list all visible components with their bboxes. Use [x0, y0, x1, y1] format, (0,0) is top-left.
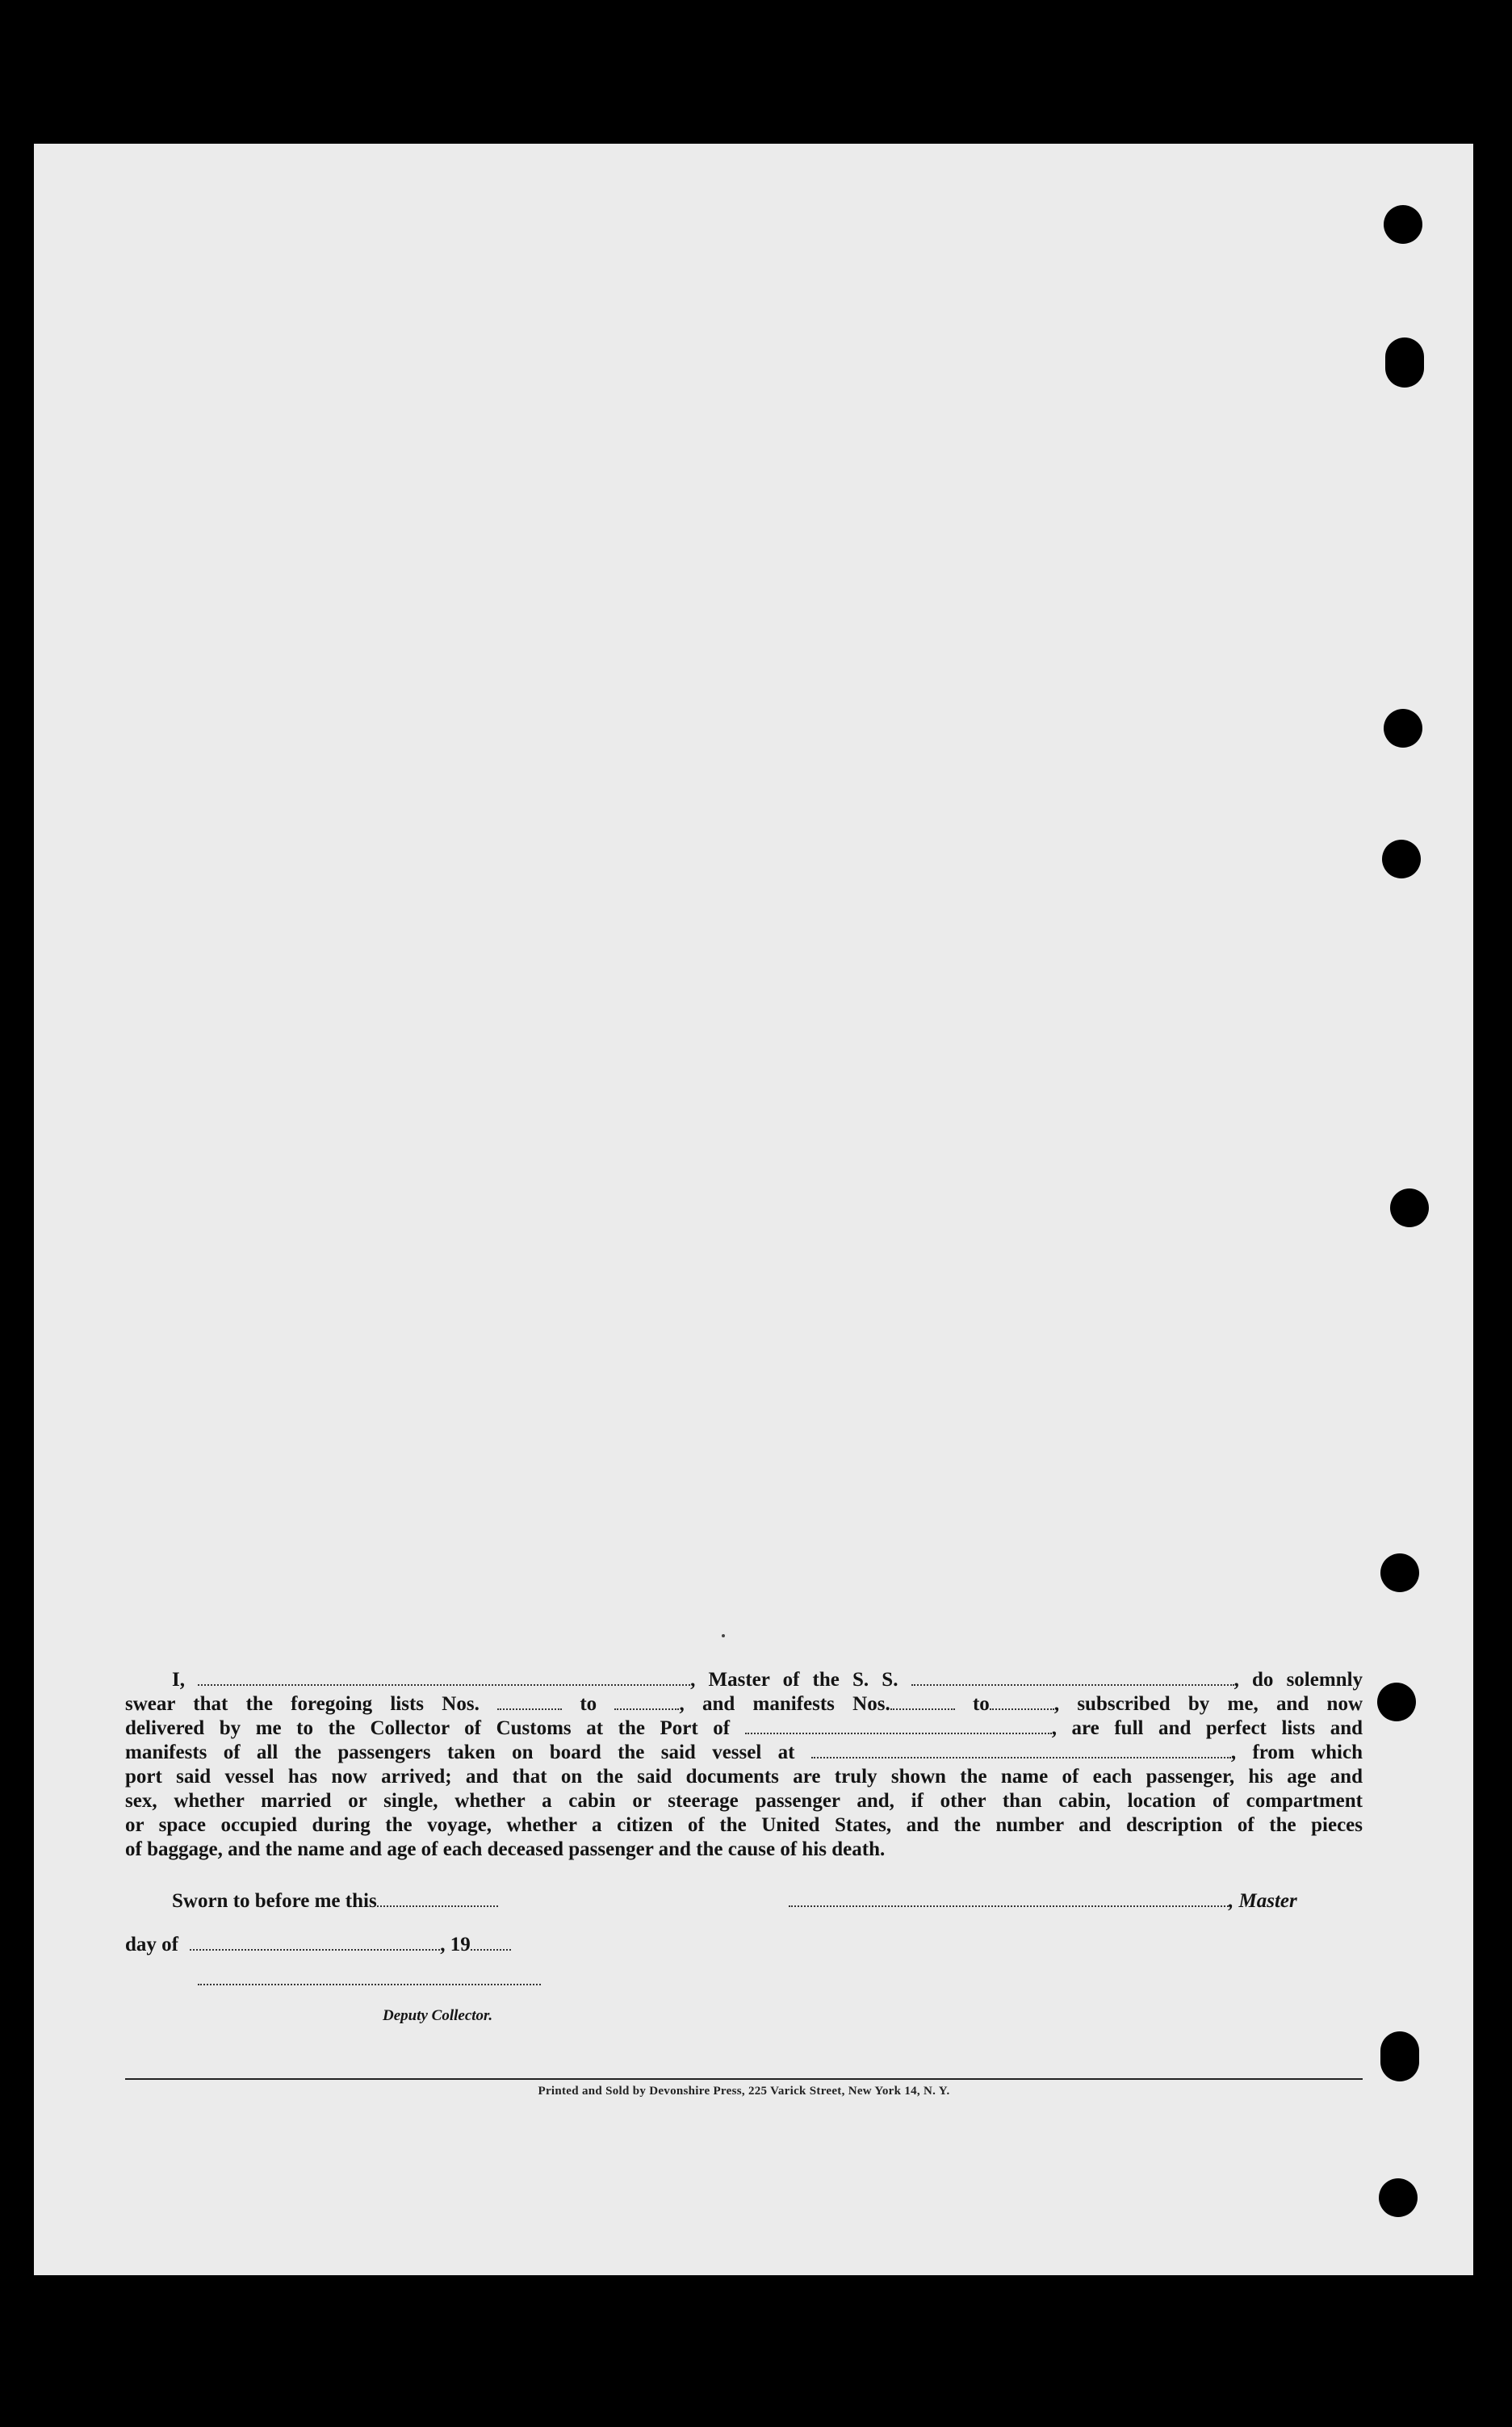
oath-line-7: or space occupied during the voyage, whether a citizen of the United States, and the number and description of the pieces — [125, 1814, 1363, 1836]
deputy-collector-line — [198, 1968, 541, 1991]
deputy-collector-label: Deputy Collector. — [383, 2007, 493, 2024]
punch-hole-9 — [1379, 2178, 1418, 2217]
punch-hole-6 — [1380, 1553, 1419, 1592]
sworn-date-field[interactable] — [377, 1891, 498, 1907]
oath-do-solemnly: , do solemnly — [1233, 1669, 1363, 1691]
port-field[interactable] — [745, 1718, 1052, 1734]
day-of-field[interactable] — [190, 1934, 440, 1951]
master-label: , Master — [1229, 1890, 1297, 1912]
printer-imprint: Printed and Sold by Devonshire Press, 225 Varick Street, New York 14, N. Y. — [538, 2085, 950, 2098]
day-of-line — [125, 1934, 511, 1956]
oath-line-5: port said vessel has now arrived; and that on the said documents are truly shown the name of each passenger, his age and — [125, 1766, 1363, 1788]
oath-subscribed: , subscribed by me, and now — [1053, 1693, 1363, 1715]
year-field[interactable] — [471, 1934, 511, 1951]
ship-name-field[interactable] — [911, 1670, 1234, 1686]
punch-hole-4 — [1382, 840, 1421, 878]
oath-to-1: to — [580, 1693, 597, 1715]
paper-speck — [722, 1634, 725, 1637]
sworn-label: Sworn to before me this — [172, 1890, 377, 1912]
day-of-label: day of — [125, 1934, 178, 1955]
footer-rule — [125, 2078, 1363, 2080]
oath-from-which: , from which — [1230, 1742, 1363, 1763]
sworn-line — [172, 1890, 498, 1913]
oath-paragraph — [125, 1668, 1363, 1862]
oath-i: I, — [172, 1669, 185, 1691]
oath-manifests-all: manifests of all the passengers taken on board the said vessel at — [125, 1742, 795, 1763]
list-to-field[interactable] — [614, 1694, 679, 1710]
oath-line-6: sex, whether married or single, whether a cabin or steerage passenger and, if other than cabin, location of compartment — [125, 1790, 1363, 1812]
year-prefix: , 19 — [440, 1934, 471, 1955]
master-signature-field[interactable] — [789, 1891, 1229, 1907]
manifest-to-field[interactable] — [990, 1694, 1054, 1710]
oath-swear: swear that the foregoing lists Nos. — [125, 1693, 480, 1715]
oath-line-1 — [125, 1668, 1363, 1692]
oath-and-manifests: , and manifests Nos. — [679, 1693, 890, 1715]
list-from-field[interactable] — [497, 1694, 562, 1710]
oath-line-8: of baggage, and the name and age of each deceased passenger and the cause of his death. — [125, 1838, 886, 1860]
punch-hole-2 — [1385, 337, 1424, 388]
oath-line-4 — [125, 1741, 1363, 1765]
oath-full-perfect: , are full and perfect lists and — [1051, 1717, 1363, 1739]
master-name-field[interactable] — [198, 1670, 690, 1686]
oath-to-2: to — [972, 1693, 990, 1715]
oath-line-2 — [125, 1692, 1363, 1717]
embarkation-port-field[interactable] — [811, 1742, 1231, 1758]
punch-hole-5 — [1390, 1188, 1429, 1227]
punch-hole-3 — [1384, 709, 1422, 748]
oath-master-of-ss: , Master of the S. S. — [690, 1669, 898, 1691]
deputy-collector-signature-field[interactable] — [198, 1969, 541, 1985]
punch-hole-7 — [1377, 1683, 1416, 1721]
oath-line-3 — [125, 1717, 1363, 1741]
master-signature-line — [789, 1890, 1297, 1913]
punch-hole-1 — [1384, 205, 1422, 244]
form-page — [34, 144, 1473, 2275]
manifest-from-field[interactable] — [890, 1694, 955, 1710]
punch-hole-8 — [1380, 2031, 1419, 2081]
oath-delivered: delivered by me to the Collector of Customs at the Port of — [125, 1717, 731, 1739]
